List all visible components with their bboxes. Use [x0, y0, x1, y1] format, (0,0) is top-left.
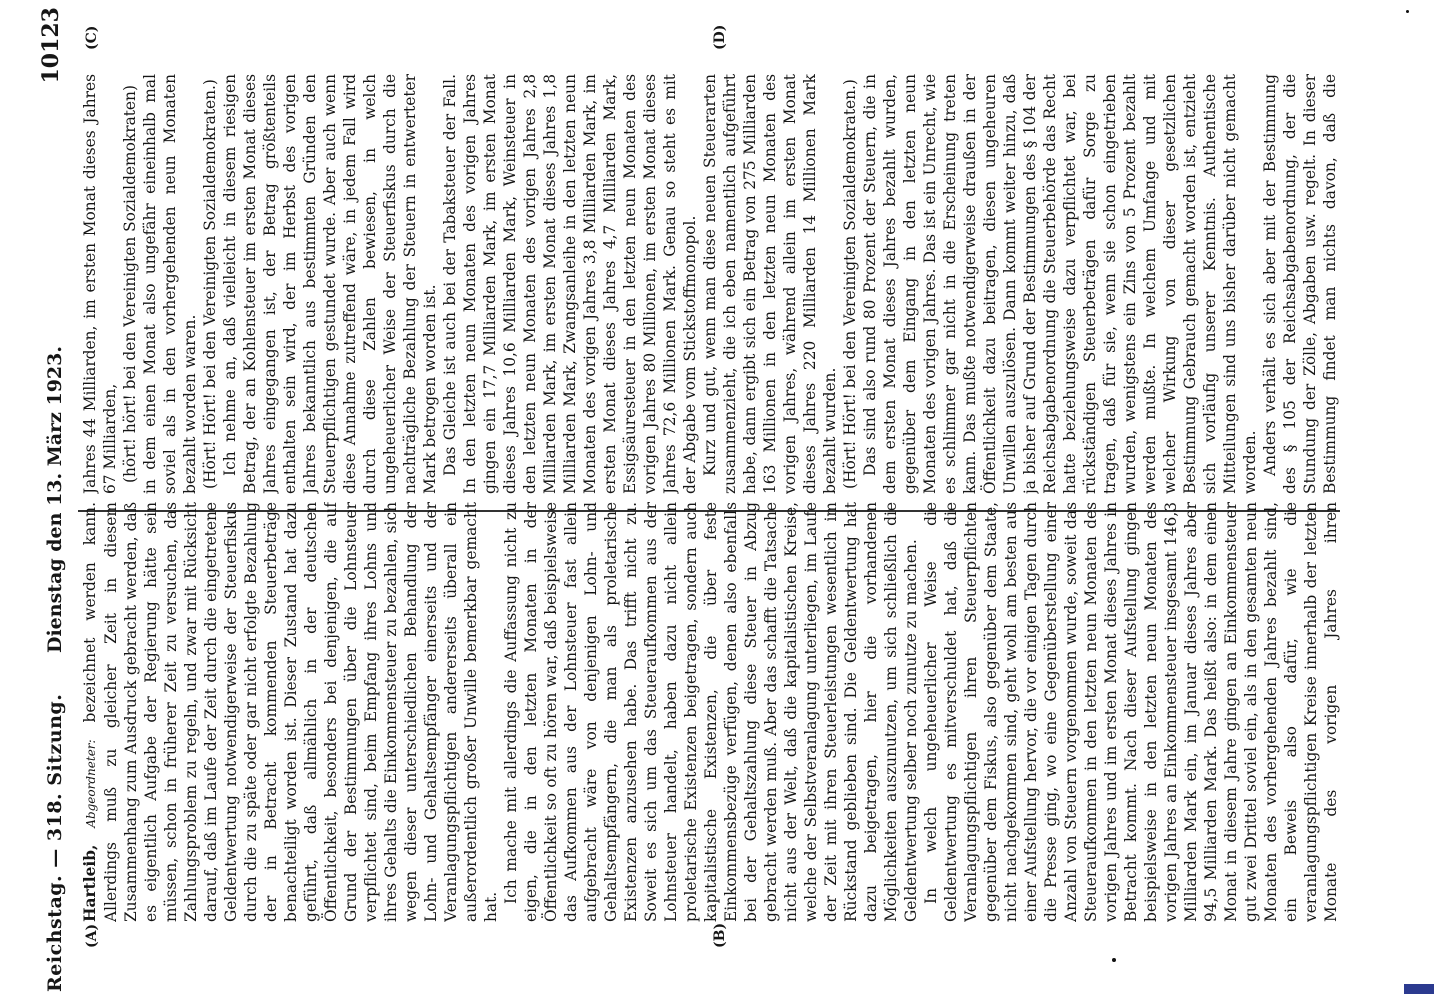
margin-letter-a: (A) [84, 923, 100, 948]
right-paragraph-4: Kurz und gut, wenn man diese neuen Steuerarten zusammenzieht, die ich eben namentlich aufgeführt habe, dann ergibt sich ein Betrag von 275 Milliarden 163 Millionen in den letzten neun Monaten des vorigen Jahres, während allein im ersten Monat dieses Jahres 220 Milliarden 14 Millionen Mark bezahlt wurden. [701, 74, 839, 494]
header-date: Dienstag den 13. März 1923. [44, 346, 66, 654]
page-number: 10123 [38, 7, 64, 84]
interjection: (Hört! Hört! bei den Vereinigten Sozialdemokraten.) [841, 79, 859, 489]
right-paragraph-lead: Jahres 44 Milliarden, im ersten Monat dieses Jahres 67 Milliarden, [81, 74, 119, 494]
paragraph-text: bezeichnet werden kann. Allerdings muß zu gleicher Zeit in diesem Zusammenhang zum Ausdruck gebracht werden, daß es eigentlich Aufgabe der Regierung hätte sein müssen, schon in früherer Zeit zu versuchen, das Zahlungsproblem zu regeln, und zwar mit Rücksicht darauf, daß im Laufe der Zeit durch die eingetretene Geldentwertung notwendigerweise der Steuerfiskus durch die zu späte oder gar nicht erfolgte Bezahlung der in Betracht kommenden Steuerbeträge benachteiligt worden ist. Dieser Zustand hat dazu geführt, daß allmählich in der deutschen Öffentlichkeit, besonders bei denjenigen, die auf Grund der Bestimmungen über die Lohnsteuer verpflichtet sind, beim Empfang ihres Lohns und ihres Gehalts die Einkommensteuer zu bezahlen, sich wegen dieser unterschiedlichen Behandlung der Lohn- und Gehaltsempfänger einerseits und der Veranlagungspflichtigen andererseits überall ein außerordentlich großer Unwille bemerkbar gemacht hat. [81, 502, 500, 922]
left-paragraph-1 [80, 502, 501, 922]
speaker-name: Hartleib, [81, 844, 99, 922]
left-paragraph-2: Ich mache mit allerdings die Auffassung nicht zu eigen, die in den letzten Monaten in der Öffentlichkeit so oft zu hören war, daß beispielsweise das Aufkommen aus der Lohnsteuer fast allein aufgebracht wäre von denjenigen Lohn- und Gehaltsempfängern, die man als proletarische Existenzen anzusehen habe. Das trifft nicht zu. Soweit es sich um das Steueraufkommen aus der Lohnsteuer handelt, haben dazu nicht allein proletarische Existenzen beigetragen, sondern auch kapitalistische Existenzen, die über feste Einkommensbezüge verfügen, denen also ebenfalls bei der Gehaltszahlung diese Steuer in Abzug gebracht werden muß. Aber das schafft die Tatsache nicht aus der Welt, daß die kapitalistischen Kreise, welche der Selbstveranlagung unterliegen, im Laufe der Zeit mit ihren Steuerleistungen wesentlich im Rückstand geblieben sind. Die Geldentwertung hat dazu beigetragen, hier die vorhandenen Möglichkeiten auszunutzen, um sich schließlich die Geldentwertung selber noch zunutze zu machen. [502, 502, 920, 922]
page-header [38, 7, 70, 992]
margin-letter-d: (D) [712, 24, 728, 50]
digitization-note [1410, 6, 1430, 994]
right-paragraph-6: Anders verhält es sich aber mit der Bestimmung des § 105 der Reichsabgabenordnung, der die Stundung der Zölle, Abgaben usw. regelt. In dieser Bestimmung findet man nichts davon, daß die [1261, 74, 1339, 494]
scan-speck [1112, 958, 1116, 962]
interjection: (Hört! Hört! bei den Vereinigten Sozialdemokraten.) [201, 79, 219, 489]
margin-letter-b: (B) [712, 922, 728, 948]
scan-speck [1406, 10, 1409, 13]
right-paragraph-3: Das Gleiche ist auch bei der Tabaksteuer der Fall. In den letzten neun Monaten des vorigen Jahres gingen ein 17,7 Milliarden Mark, im ersten Monat dieses Jahres 10,6 Milliarden Mark, Weinsteuer in den letzten neun Monaten des vorigen Jahres 2,8 Milliarden Mark, im ersten Monat dieses Jahres 1,8 Milliarden Mark, Zwangsanleihe in den letzten neun Monaten des vorigen Jahres 3,8 Milliarden Mark, im ersten Monat dieses Jahres 4,7 Milliarden Mark, Essigsäuresteuer in den letzten neun Monaten des vorigen Jahres 80 Millionen, im ersten Monat dieses Jahres 72,6 Millionen Mark. Genau so steht es mit der Abgabe vom Stickstoffmonopol. [441, 74, 699, 494]
speaker-role: Abgeordneter: [84, 739, 98, 828]
left-paragraph-3: In welch ungeheuerlicher Weise die Geldentwertung es mitverschuldet hat, daß die Veranlagungspflichtigen ihren Steuerpflichten gegenüber dem Fiskus, also gegenüber dem Staate, nicht nachgekommen sind, geht wohl am besten aus einer Aufstellung hervor, die vor einigen Tagen durch die Presse ging, wo eine Gegenüberstellung einer Anzahl von Steuern vorgenommen wurde, soweit das Steueraufkommen in den letzten neun Monaten des vorigen Jahres und im ersten Monat dieses Jahres in Betracht kommt. Nach dieser Aufstellung gingen beispielsweise in den letzten neun Monaten des vorigen Jahres an Einkommensteuer insgesamt 146,3 Milliarden Mark ein, im Januar dieses Jahres aber 94,5 Milliarden Mark. Das heißt also: in dem einen Monat in diesem Jahre gingen an Einkommensteuer gut zwei Drittel soviel ein, als in den gesamten neun Monaten des vorhergehenden Jahres bezahlt sind, ein Beweis also dafür, wie die veranlagungspflichtigen Kreise innerhalb der letzten Monate des vorigen Jahres ihren [922, 502, 1340, 922]
interjection: (hört! hört! bei den Vereinigten Sozialdemokraten) [121, 85, 139, 483]
right-column [80, 74, 1340, 494]
header-session: Reichstag. — 318. Sitzung. [44, 693, 66, 992]
right-paragraph-5: Das sind also rund 80 Prozent der Steuern, die in dem ersten Monat dieses Jahres bezahlt wurden, gegenüber dem Eingang in den letzten neun Monaten des vorigen Jahres. Das ist ein Unrecht, wie es schlimmer gar nicht in die Erscheinung treten kann. Das mußte notwendigerweise draußen in der Öffentlichkeit dazu beitragen, diesen ungeheuren Unwillen auszulösen. Dann kommt weiter hinzu, daß ja bisher auf Grund der Bestimmungen des § 104 der Reichsabgabenordnung die Steuerbehörde das Recht hatte beziehungsweise dazu verpflichtet war, bei rückständigen Steuerbeträgen dafür Sorge zu tragen, daß für sie, wenn sie schon eingetrieben wurden, wenigstens ein Zins von 5 Prozent bezahlt werden mußte. In welchem Umfange und mit welcher Wirkung von dieser gesetzlichen Bestimmung Gebrauch gemacht worden ist, entzieht sich vorläufig unserer Kenntnis. Authentische Mitteilungen sind uns bisher darüber nicht gemacht worden. [861, 74, 1259, 494]
right-paragraph-1: in dem einen Monat also ungefähr eineinhalb mal soviel als in den vorhergehenden neun Monaten bezahlt worden waren. [141, 74, 199, 494]
left-column [80, 502, 1340, 922]
margin-letter-c: (C) [84, 25, 100, 50]
funding-note [1410, 983, 1434, 994]
right-paragraph-2: Ich nehme an, daß vielleicht in diesem riesigen Betrag, der an Kohlensteuer im ersten Monat dieses Jahres eingegangen ist, der Betrag größtenteils enthalten sein wird, der im Herbst des vorigen Jahres bekanntlich aus bestimmten Gründen den Steuerpflichtigen gestundet wurde. Aber auch wenn diese Annahme zutreffend wäre, in jedem Fall wird durch diese Zahlen bewiesen, in welch ungeheuerlicher Weise der Steuerfiskus durch die nachträgliche Bezahlung der Steuern in entwerteter Mark betrogen worden ist. [221, 74, 439, 494]
